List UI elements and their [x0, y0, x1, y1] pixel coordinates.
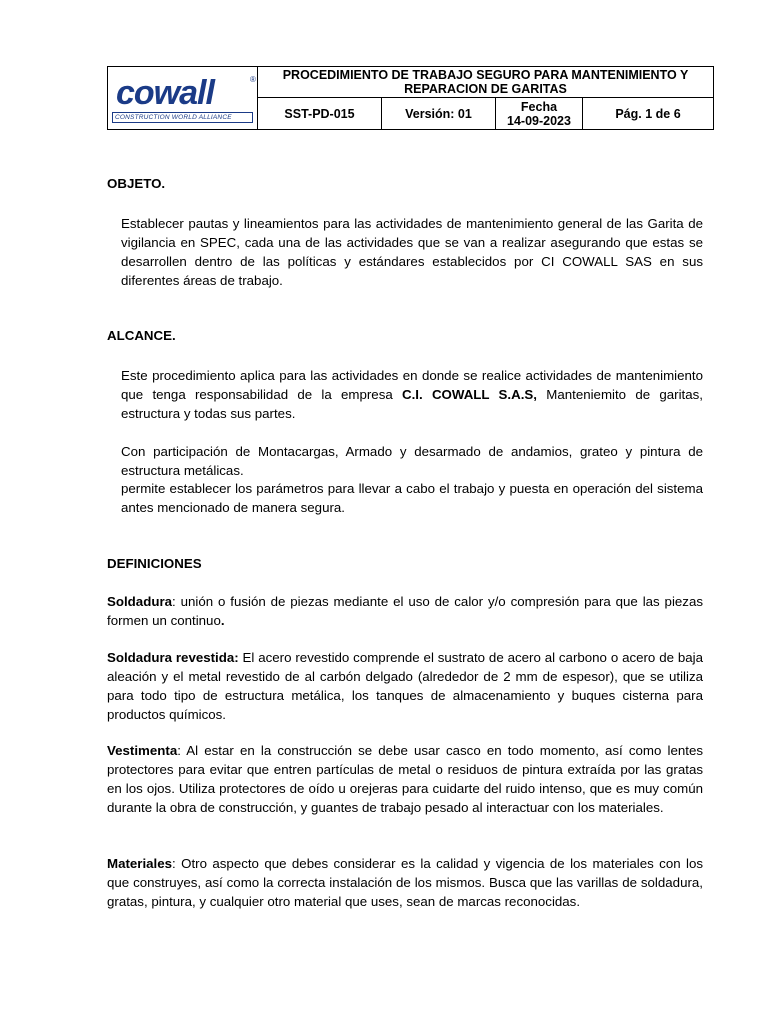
- section-heading-alcance: ALCANCE.: [107, 328, 176, 343]
- definition-materiales: Materiales: Otro aspecto que debes considerar es la calidad y vigencia de los materiales con los que construyes, así como la correcta instalación de los mismos. Busca que las varillas de soldadura, gratas, pintura, y cualquier otro material que uses, sean de marcas reconocidas.: [107, 856, 703, 909]
- date-label: Fecha: [520, 99, 558, 114]
- date-value: 14-09-2023: [507, 113, 571, 128]
- section-heading-objeto: OBJETO.: [107, 176, 166, 191]
- page-number: Pág. 1 de 6: [583, 98, 714, 130]
- document-date: [496, 98, 583, 130]
- document-code: SST-PD-015: [258, 98, 382, 130]
- company-logo: [108, 67, 258, 130]
- section-heading-definiciones: DEFINICIONES: [107, 556, 202, 571]
- logo-subtitle: CONSTRUCTION WORLD ALLIANCE: [112, 112, 253, 123]
- document-title: PROCEDIMIENTO DE TRABAJO SEGURO PARA MANTENIMIENTO Y REPARACION DE GARITAS: [258, 67, 714, 98]
- definition-term: Materiales: [107, 856, 173, 871]
- document-header: [107, 66, 714, 130]
- definition-term: Vestimenta: [107, 743, 178, 758]
- definition-term: Soldadura: [107, 594, 173, 609]
- document-version: Versión: 01: [382, 98, 496, 130]
- definition-term: Soldadura revestida:: [107, 650, 239, 665]
- logo-wordmark: cowall: [116, 74, 214, 112]
- objeto-paragraph: Establecer pautas y lineamientos para las actividades de mantenimiento general de las Garita de vigilancia en SPEC, cada una de las actividades que se van a realizar asegurando que estas se desarrollen dentro de las políticas y estándares establecidos por CI COWALL SAS en sus diferentes áreas de trabajo.: [121, 216, 703, 288]
- alcance-paragraph-2: Con participación de Montacargas, Armado y desarmado de andamios, grateo y pintura de estructura metálicas.: [121, 444, 703, 478]
- definition-soldadura: Soldadura: unión o fusión de piezas mediante el uso de calor y/o compresión para que las piezas formen un continuo.: [107, 594, 703, 628]
- alcance-paragraph-1: Este procedimiento aplica para las actividades en donde se realice actividades de mantenimiento que tenga responsabilidad de la empresa C.I. COWALL S.A.S, Manteniemito de garitas, estructura y todas sus partes.: [121, 368, 703, 421]
- definition-soldadura-revestida: Soldadura revestida: El acero revestido comprende el sustrato de acero al carbono o acero de baja aleación y el metal revestido de al carbón delgado (alrededor de 2 mm de espesor), que se utiliza para todo tipo de estructura metálica, los tanques de almacenamiento y buques cisterna para productos químicos.: [107, 650, 703, 722]
- definition-vestimenta: Vestimenta: Al estar en la construcción se debe usar casco en todo momento, así como lentes protectores para evitar que entren partículas de metal o residuos de pintura extraída por las gratas en los ojos. Utiliza protectores de oído u orejeras para cuidarte del ruido intenso, que es muy común durante la obra de construcción, y guantes de trabajo pesado al interactuar con los materiales.: [107, 743, 703, 815]
- company-name: C.I. COWALL S.A.S,: [402, 387, 537, 402]
- registered-mark: ®: [250, 75, 256, 84]
- alcance-paragraph-3: permite establecer los parámetros para llevar a cabo el trabajo y puesta en operación del sistema antes mencionado de manera segura.: [121, 481, 703, 515]
